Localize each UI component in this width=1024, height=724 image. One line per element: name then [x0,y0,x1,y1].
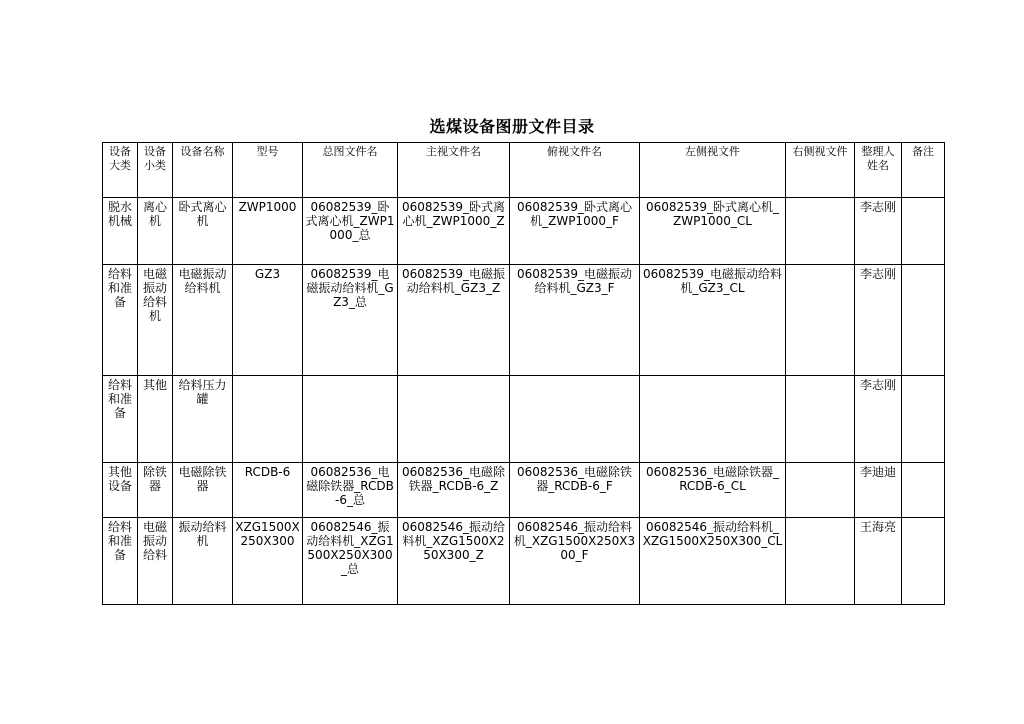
cell-category: 脱水机械 [103,198,138,265]
catalog-table [102,142,945,605]
header-name: 设备名称 [173,143,233,198]
cell-right-file [786,265,855,376]
header-person: 整理人姓名 [855,143,902,198]
header-subcategory: 设备小类 [138,143,173,198]
table-row [103,265,945,376]
header-model: 型号 [233,143,303,198]
cell-left-file: 06082536_电磁除铁器_RCDB-6_CL [640,463,786,518]
cell-note [902,265,945,376]
cell-general-file: 06082539_电磁振动给料机_GZ3_总 [303,265,398,376]
cell-note [902,198,945,265]
cell-front-file: 06082546_振动给料机_XZG1500X250X300_Z [398,518,510,605]
cell-model [233,376,303,463]
cell-person: 李志刚 [855,376,902,463]
cell-left-file: 06082546_振动给料机_XZG1500X250X300_CL [640,518,786,605]
cell-category: 给料和准备 [103,265,138,376]
cell-category: 给料和准备 [103,376,138,463]
header-category: 设备大类 [103,143,138,198]
cell-subcategory: 离心机 [138,198,173,265]
cell-right-file [786,518,855,605]
cell-note [902,463,945,518]
cell-right-file [786,198,855,265]
cell-subcategory: 除铁器 [138,463,173,518]
cell-subcategory: 其他 [138,376,173,463]
table-row [103,198,945,265]
cell-note [902,518,945,605]
header-row [103,143,945,198]
cell-general-file: 06082536_电磁除铁器_RCDB-6_总 [303,463,398,518]
cell-name: 给料压力罐 [173,376,233,463]
cell-note [902,376,945,463]
table-row [103,518,945,605]
cell-name: 电磁振动给料机 [173,265,233,376]
cell-model: ZWP1000 [233,198,303,265]
cell-front-file: 06082536_电磁除铁器_RCDB-6_Z [398,463,510,518]
cell-top-file: 06082539_电磁振动给料机_GZ3_F [510,265,640,376]
cell-model: XZG1500X250X300 [233,518,303,605]
cell-person: 李志刚 [855,265,902,376]
cell-top-file: 06082539_卧式离心机_ZWP1000_F [510,198,640,265]
cell-general-file: 06082546_振动给料机_XZG1500X250X300_总 [303,518,398,605]
cell-name: 电磁除铁器 [173,463,233,518]
header-general-file: 总图文件名 [303,143,398,198]
header-front-file: 主视文件名 [398,143,510,198]
cell-top-file: 06082536_电磁除铁器_RCDB-6_F [510,463,640,518]
cell-top-file [510,376,640,463]
cell-subcategory: 电磁振动给料 [138,518,173,605]
cell-general-file [303,376,398,463]
cell-left-file [640,376,786,463]
cell-name: 卧式离心机 [173,198,233,265]
table-row [103,463,945,518]
cell-right-file [786,463,855,518]
header-right-file: 右侧视文件 [786,143,855,198]
cell-front-file: 06082539_电磁振动给料机_GZ3_Z [398,265,510,376]
cell-top-file: 06082546_振动给料机_XZG1500X250X300_F [510,518,640,605]
table-row [103,376,945,463]
page-title: 选煤设备图册文件目录 [429,117,595,136]
cell-person: 李志刚 [855,198,902,265]
cell-model: GZ3 [233,265,303,376]
cell-left-file: 06082539_电磁振动给料机_GZ3_CL [640,265,786,376]
cell-subcategory: 电磁振动给料机 [138,265,173,376]
cell-front-file [398,376,510,463]
cell-category: 给料和准备 [103,518,138,605]
header-note: 备注 [902,143,945,198]
header-top-file: 俯视文件名 [510,143,640,198]
cell-person: 李迪迪 [855,463,902,518]
cell-general-file: 06082539_卧式离心机_ZWP1000_总 [303,198,398,265]
cell-person: 王海亮 [855,518,902,605]
cell-model: RCDB-6 [233,463,303,518]
cell-right-file [786,376,855,463]
cell-left-file: 06082539_卧式离心机_ZWP1000_CL [640,198,786,265]
cell-category: 其他设备 [103,463,138,518]
header-left-file: 左侧视文件 [640,143,786,198]
cell-name: 振动给料机 [173,518,233,605]
cell-front-file: 06082539_卧式离心机_ZWP1000_Z [398,198,510,265]
